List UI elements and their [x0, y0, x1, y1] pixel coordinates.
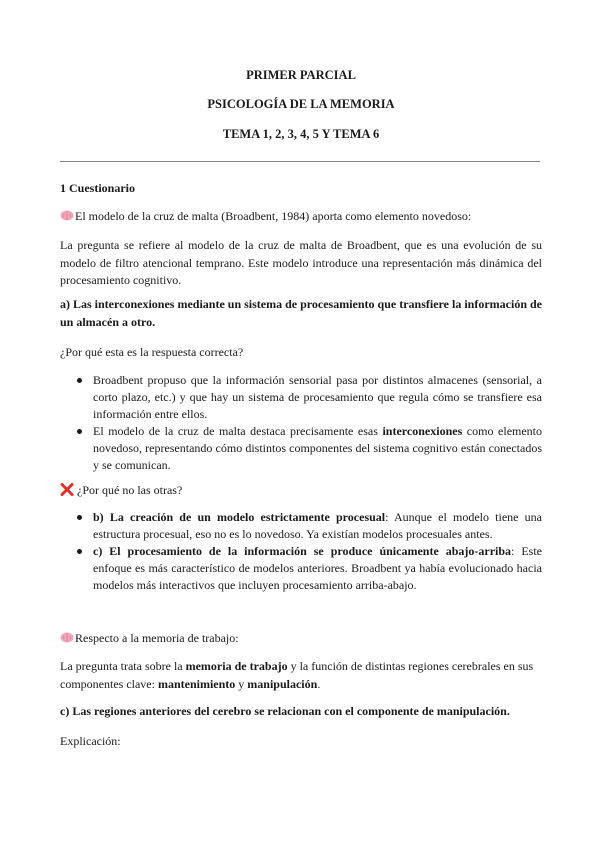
doc-title-topics: TEMA 1, 2, 3, 4, 5 Y TEMA 6 — [222, 127, 380, 141]
list-item: b) La creación de un modelo estrictamente procesual: Aunque el modelo tiene una estructura procesual, eso no es lo novedoso. Ya existían modelos procesuales antes. — [60, 509, 542, 543]
brain-icon — [60, 632, 74, 643]
why-correct-heading: ¿Por qué esta es la respuesta correcta? — [60, 345, 244, 359]
cross-mark-icon — [60, 483, 74, 496]
doc-title-subject: PSICOLOGÍA DE LA MEMORIA — [207, 97, 395, 111]
correct-reasons-list — [60, 372, 542, 474]
section-heading: 1 Cuestionario — [60, 181, 135, 195]
question-2-answer: c) Las regiones anteriores del cerebro se relacionan con el componente de manipulación. — [60, 704, 510, 718]
list-item: c) El procesamiento de la información se produce únicamente abajo-arriba: Este enfoque es más característico de modelos anteriores. Broadbent ya había evolucionado hacia modelos más interactivos que incluyen procesamiento arriba-abajo. — [60, 543, 542, 594]
explanation-heading: Explicación: — [60, 734, 121, 748]
incorrect-options-list — [60, 509, 542, 594]
list-item: Broadbent propuso que la información sensorial pasa por distintos almacenes (sensorial, a corto plazo, etc.) y que hay un sistema de procesamiento que regula cómo se transfiere esa información entre ellos. — [60, 372, 542, 423]
brain-icon — [60, 210, 74, 221]
question-1-prompt — [60, 208, 542, 226]
why-not-text: ¿Por qué no las otras? — [77, 483, 183, 497]
question-2-text: Respecto a la memoria de trabajo: — [75, 631, 239, 645]
question-2-prompt — [60, 630, 542, 648]
doc-title-exam: PRIMER PARCIAL — [246, 68, 356, 82]
question-1-text: El modelo de la cruz de malta (Broadbent, 1984) aporta como elemento novedoso: — [75, 209, 472, 223]
question-1-intro: La pregunta se refiere al modelo de la cruz de malta de Broadbent, que es una evolución de su modelo de filtro atencional temprano. Este modelo introduce una representación más dinámica del procesamiento cognitivo. — [60, 238, 542, 287]
list-item: El modelo de la cruz de malta destaca precisamente esas interconexiones como elemento novedoso, representando cómo distintos componentes del sistema cognitivo están conectados y se comunican. — [60, 423, 542, 474]
question-1-answer: a) Las interconexiones mediante un sistema de procesamiento que transfiere la información de un almacén a otro. — [60, 297, 542, 329]
horizontal-divider — [60, 161, 540, 162]
why-not-heading — [60, 481, 542, 500]
question-2-intro: La pregunta trata sobre la memoria de trabajo y la función de distintas regiones cerebrales en sus componentes clave: mantenimiento y manipulación. — [60, 659, 534, 691]
